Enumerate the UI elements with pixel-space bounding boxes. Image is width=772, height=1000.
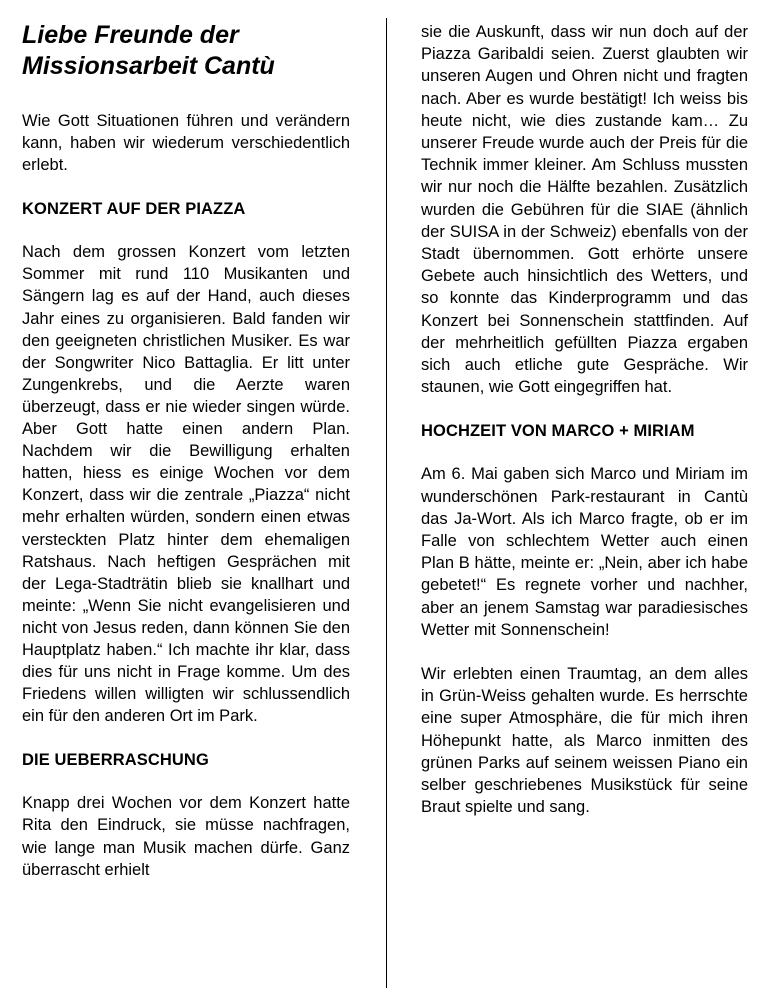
surprise-paragraph: Knapp drei Wochen vor dem Konzert hatte Rita den Eindruck, sie müsse nachfragen, wie lange man Musik machen dürfe. Ganz überrascht erhielt bbox=[22, 794, 350, 879]
title-line-2: Missionsarbeit Cantù bbox=[22, 52, 275, 80]
concert-paragraph: Nach dem grossen Konzert vom letzten Sommer mit rund 110 Musikanten und Sängern lag es auf der Hand, auch dieses Jahr eines zu organisieren. Bald fanden wir den geeigneten christlichen Musiker. Es war der Songwriter Nico Battaglia. Er litt unter Zungenkrebs, und die Aerzte waren überzeugt, dass er nie wieder singen würde. Aber Gott hatte einen andern Plan. Nachdem wir die Bewilligung erhalten hatten, hiess es einige Wochen vor dem Konzert, dass wir die zentrale „Piazza“ nicht mehr erhalten würden, sondern einen etwas versteckten Platz hinter dem ehemaligen Ratshaus. Nach heftigen Gesprächen mit der Lega-Stadträtin blieb sie knallhart und meinte: „Wenn Sie nicht evangelisieren und nicht von Jesus reden, dann können Sie den Hauptplatz haben.“ Ich machte ihr klar, dass dies für uns nicht in Frage komme. Um des Friedens willen willigten wir schlussendlich ein für den anderen Ort im Park. bbox=[22, 243, 350, 726]
section-heading-concert: KONZERT AUF DER PIAZZA bbox=[22, 200, 246, 219]
surprise-paragraph-continued: sie die Auskunft, dass wir nun doch auf der Piazza Garibaldi seien. Zuerst glaubten wir unseren Augen und Ohren nicht und fragten nach. Aber es wurde bestätigt! Ich weiss bis heute nicht, wie dies zustande kam… Zu unserer Freude wurde auch der Preis für die Technik immer kleiner. Am Schluss mussten wir nur noch die Hälfte bezahlen. Zusätzlich wurden die Gebühren für die SIAE (ähnlich der SUISA in der Schweiz) ebenfalls von der Stadt übernommen. Gott erhörte unsere Gebete auch hinsichtlich des Wetters, und so konnte das Kinderprogramm und das Konzert bei Sonnenschein stattfinden. Auf der mehrheitlich gefüllten Piazza ergaben sich auch etliche gute Gespräche. Wir staunen, wie Gott eingegriffen hat. bbox=[421, 23, 748, 397]
wedding-paragraph-1: Am 6. Mai gaben sich Marco und Miriam im wunderschönen Park-restaurant in Cantù das Ja-Wort. Als ich Marco fragte, ob er im Falle von schlechtem Wetter auch einen Plan B hätte, meinte er: „Nein, aber ich habe gebetet!“ Es regnete vorher und nachher, aber an jenem Samstag war paradiesisches Wetter mit Sonnenschein! bbox=[421, 465, 748, 639]
title-line-1: Liebe Freunde der bbox=[22, 21, 239, 49]
right-column bbox=[421, 21, 748, 841]
left-column bbox=[22, 20, 350, 903]
section-heading-wedding: HOCHZEIT VON MARCO + MIRIAM bbox=[421, 422, 695, 441]
section-heading-surprise: DIE UEBERRASCHUNG bbox=[22, 751, 209, 770]
column-divider bbox=[386, 18, 387, 988]
intro-paragraph: Wie Gott Situationen führen und verändern kann, haben wir wiederum verschiedentlich erlebt. bbox=[22, 112, 350, 175]
wedding-paragraph-2: Wir erlebten einen Traumtag, an dem alles in Grün-Weiss gehalten wurde. Es herrschte eine super Atmosphäre, die für mich ihren Höhepunkt hatte, als Marco inmitten des grünen Parks auf seinem weissen Piano ein selber geschriebenes Musikstück für seine Braut spielte und sang. bbox=[421, 665, 748, 817]
page-title bbox=[22, 20, 350, 82]
